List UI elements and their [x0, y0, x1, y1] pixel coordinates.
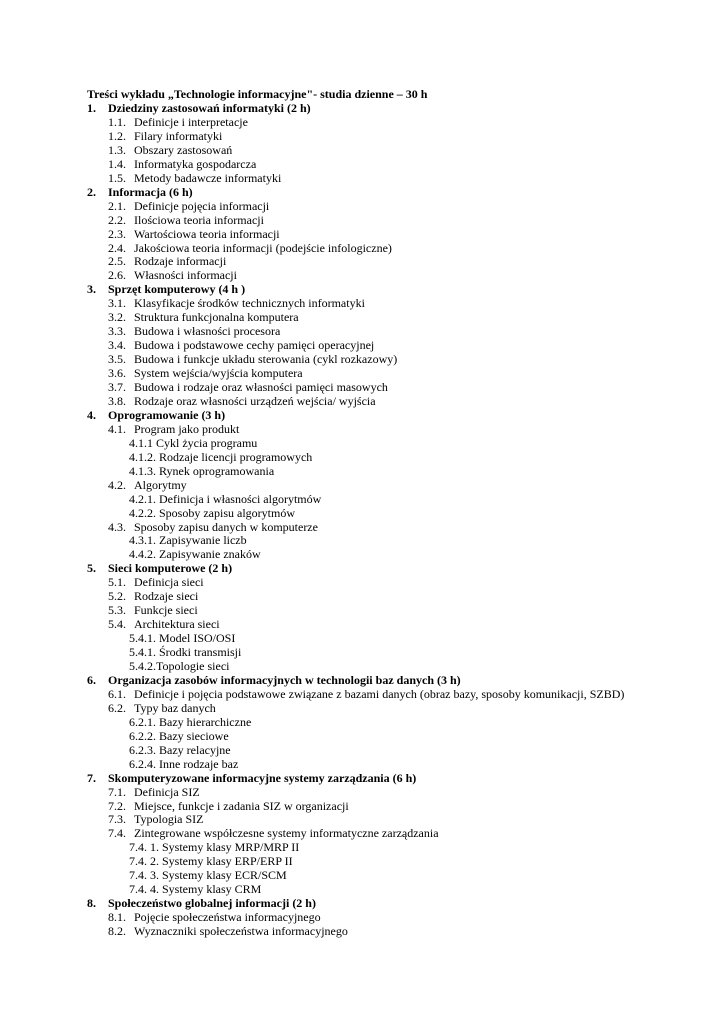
subsection-number: 7.2. [108, 798, 126, 813]
subsection-label: Budowa i własności procesora [134, 324, 281, 339]
section-label: Społeczeństwo globalnej informacji (2 h) [108, 896, 316, 911]
subsection-number: 8.1. [108, 910, 126, 925]
subsection-label: Zintegrowane współczesne systemy informatyczne zarządzania [134, 826, 439, 841]
subsection-label: Filary informatyki [134, 128, 223, 143]
subsection-label: Pojęcie społeczeństwa informacyjnego [134, 910, 321, 925]
subsection-number: 3.3. [108, 324, 126, 339]
subsection-label: Miejsce, funkcje i zadania SIZ w organizacji [134, 798, 349, 813]
subsection-label: Budowa i podstawowe cechy pamięci operacyjnej [134, 338, 375, 353]
subsection-label: Informatyka gospodarcza [134, 156, 257, 171]
sub-subsection-label: 5.4.1. Model ISO/OSI [129, 631, 236, 646]
sub-subsection-label: 6.2.2. Bazy sieciowe [129, 728, 229, 743]
sub-subsection-label: 5.4.1. Środki transmisji [129, 645, 242, 660]
section-label: Sprzęt komputerowy (4 h ) [108, 282, 246, 297]
section-label: Sieci komputerowe (2 h) [108, 561, 233, 576]
subsection-label: System wejścia/wyjścia komputera [134, 366, 303, 381]
subsection-label: Definicje pojęcia informacji [134, 198, 270, 213]
sub-subsection-label: 4.1.2. Rodzaje licencji programowych [129, 449, 313, 464]
section-number: 4. [87, 407, 96, 422]
subsection-number: 2.3. [108, 226, 126, 241]
subsection-number: 5.2. [108, 589, 126, 604]
sub-subsection-label: 7.4. 3. Systemy klasy ECR/SCM [129, 868, 287, 883]
subsection-label: Budowa i funkcje układu sterowania (cykl rozkazowy) [134, 352, 398, 367]
subsection-number: 3.1. [108, 296, 126, 311]
subsection-number: 7.3. [108, 812, 126, 827]
subsection-label: Wyznaczniki społeczeństwa informacyjnego [134, 924, 348, 939]
subsection-label: Rodzaje informacji [134, 254, 227, 269]
sub-subsection-label: 5.4.2.Topologie sieci [129, 659, 230, 673]
sub-subsection-label: 7.4. 4. Systemy klasy CRM [129, 882, 262, 897]
subsection-number: 4.2. [108, 477, 126, 492]
section-number: 6. [87, 672, 96, 687]
section-number: 3. [87, 282, 96, 297]
sub-subsection-label: 4.2.2. Sposoby zapisu algorytmów [129, 505, 295, 520]
subsection-label: Własności informacji [134, 268, 237, 283]
subsection-number: 4.1. [108, 421, 126, 436]
subsection-label: Algorytmy [134, 477, 187, 492]
subsection-number: 2.6. [108, 268, 126, 283]
document-title: Treści wykładu „Technologie informacyjne"- studia dzienne – 30 h [87, 87, 428, 101]
sub-subsection-label: 7.4. 1. Systemy klasy MRP/MRP II [129, 840, 300, 855]
subsection-number: 6.2. [108, 700, 126, 715]
subsection-label: Definicja SIZ [134, 784, 200, 799]
section-number: 8. [87, 896, 96, 911]
subsection-label: Struktura funkcjonalna komputera [134, 310, 299, 325]
subsection-number: 4.3. [108, 519, 126, 534]
subsection-number: 3.4. [108, 338, 126, 353]
section-label: Organizacja zasobów informacyjnych w technologii baz danych (3 h) [108, 672, 461, 687]
subsection-number: 3.7. [108, 380, 126, 394]
subsection-number: 3.2. [108, 310, 126, 325]
subsection-number: 7.1. [108, 784, 126, 799]
section-label: Skomputeryzowane informacyjne systemy zarządzania (6 h) [108, 770, 417, 785]
section-label: Informacja (6 h) [108, 184, 193, 199]
sub-subsection-label: 6.2.3. Bazy relacyjne [129, 742, 231, 757]
subsection-label: Typy baz danych [134, 700, 216, 715]
subsection-label: Definicje i interpretacje [134, 114, 248, 129]
sub-subsection-label: 6.2.4. Inne rodzaje baz [129, 756, 239, 771]
subsection-label: Metody badawcze informatyki [134, 170, 282, 185]
subsection-number: 1.4. [108, 156, 126, 171]
subsection-label: Definicja sieci [134, 575, 204, 590]
subsection-label: Architektura sieci [134, 617, 220, 632]
section-number: 2. [87, 184, 96, 199]
subsection-number: 5.1. [108, 575, 126, 590]
subsection-number: 2.2. [108, 212, 126, 227]
section-number: 5. [87, 561, 96, 576]
subsection-label: Ilościowa teoria informacji [134, 212, 264, 227]
subsection-number: 1.1. [108, 114, 126, 129]
subsection-label: Definicje i pojęcia podstawowe związane z bazami danych (obraz bazy, sposoby komunikacji, SZBD) [134, 686, 625, 701]
subsection-number: 1.5. [108, 170, 126, 185]
subsection-number: 3.6. [108, 366, 126, 381]
subsection-number: 2.5. [108, 254, 126, 269]
subsection-number: 2.1. [108, 198, 126, 213]
subsection-label: Wartościowa teoria informacji [134, 226, 280, 241]
sub-subsection-label: 6.2.1. Bazy hierarchiczne [129, 714, 252, 729]
subsection-label: Typologia SIZ [134, 812, 204, 827]
subsection-label: Budowa i rodzaje oraz własności pamięci masowych [134, 380, 388, 394]
subsection-label: Obszary zastosowań [134, 142, 233, 157]
subsection-number: 8.2. [108, 924, 126, 939]
section-number: 1. [87, 101, 96, 115]
section-label: Dziedziny zastosowań informatyki (2 h) [108, 101, 311, 115]
section-label: Oprogramowanie (3 h) [108, 407, 226, 422]
subsection-number: 7.4. [108, 826, 126, 841]
subsection-label: Jakościowa teoria informacji (podejście infologiczne) [134, 240, 392, 255]
sub-subsection-label: 4.1.1 Cykl życia programu [129, 435, 258, 450]
section-number: 7. [87, 770, 96, 785]
subsection-label: Klasyfikacje środków technicznych informatyki [134, 296, 365, 311]
subsection-number: 3.5. [108, 352, 126, 367]
subsection-number: 5.3. [108, 603, 126, 618]
sub-subsection-label: 7.4. 2. Systemy klasy ERP/ERP II [129, 854, 293, 869]
subsection-label: Rodzaje oraz własności urządzeń wejścia/ wyjścia [134, 393, 376, 408]
subsection-label: Program jako produkt [134, 421, 240, 436]
subsection-number: 2.4. [108, 240, 126, 255]
sub-subsection-label: 4.3.1. Zapisywanie liczb [129, 533, 247, 548]
sub-subsection-label: 4.2.1. Definicja i własności algorytmów [129, 491, 322, 506]
sub-subsection-label: 4.4.2. Zapisywanie znaków [129, 547, 261, 562]
subsection-number: 5.4. [108, 617, 126, 632]
subsection-number: 1.3. [108, 142, 126, 157]
sub-subsection-label: 4.1.3. Rynek oprogramowania [129, 463, 275, 478]
subsection-number: 3.8. [108, 393, 126, 408]
subsection-label: Sposoby zapisu danych w komputerze [134, 519, 318, 534]
subsection-number: 6.1. [108, 686, 126, 701]
subsection-label: Rodzaje sieci [134, 589, 199, 604]
subsection-number: 1.2. [108, 128, 126, 143]
subsection-label: Funkcje sieci [134, 603, 198, 618]
